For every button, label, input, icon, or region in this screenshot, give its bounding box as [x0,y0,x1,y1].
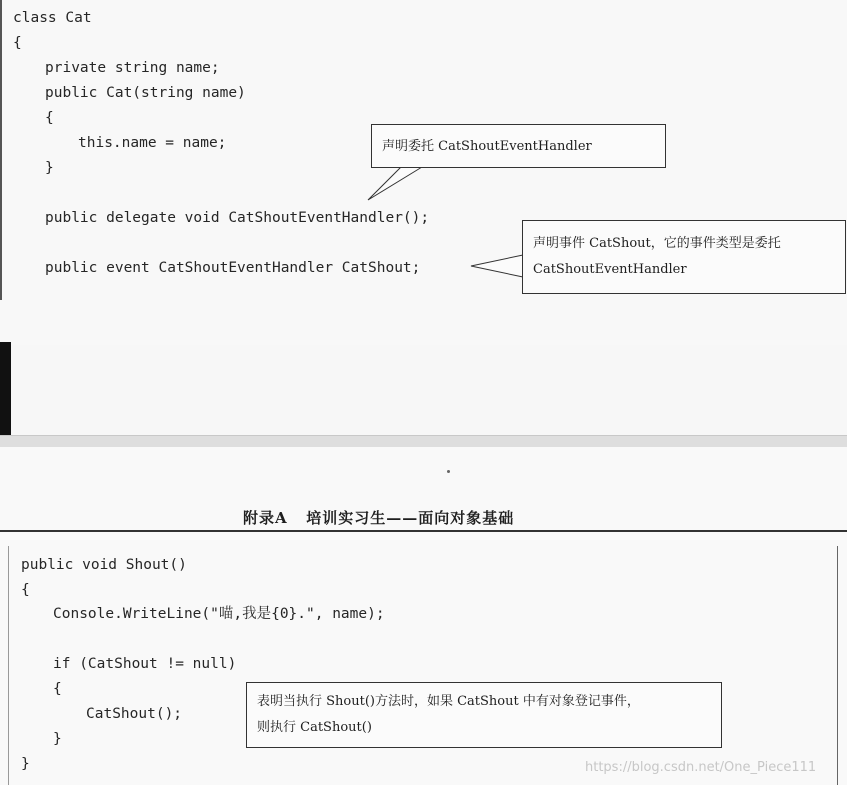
code-frame-left [8,546,9,785]
shout-callout-line2: 则执行 CatShout() [257,720,372,735]
code-line-delegate: public delegate void CatShoutEventHandler(); [45,210,430,226]
delegate-callout-text: 声明委托 CatShoutEventHandler [382,139,592,154]
top-left-border [0,0,2,300]
code-line-ctor-open-brace: { [45,110,54,126]
delegate-callout [371,124,666,168]
shout-callout [246,682,722,748]
code-line-assign-name: this.name = name; [78,135,227,151]
code-line-console-writeline: Console.WriteLine("喵,我是{0}.", name); [53,606,385,622]
code-line-class-cat: class Cat [13,10,92,26]
shout-callout-line1: 表明当执行 Shout()方法时，如果 CatShout 中有对象登记事件， [257,694,640,709]
csdn-watermark: https://blog.csdn.net/One_Piece111 [585,760,817,775]
code-line-if-open-brace: { [53,681,62,697]
code-line-if-catshout: if (CatShout != null) [53,656,237,672]
code-line-private-name: private string name; [45,60,220,76]
code-frame-right [837,546,838,785]
code-line-shout-close-brace: } [21,756,30,772]
code-line-event: public event CatShoutEventHandler CatShout; [45,260,421,276]
code-line-ctor-close-brace: } [45,160,54,176]
heading-rule [0,530,847,532]
code-line-shout-signature: public void Shout() [21,557,187,573]
code-line-catshout-call: CatShout(); [86,706,183,722]
scan-dot [447,470,450,473]
event-callout-line2: CatShoutEventHandler [533,262,687,277]
code-line-shout-open-brace: { [21,582,30,598]
left-black-bar [0,342,11,435]
code-line-if-close-brace: } [53,731,62,747]
code-line-constructor: public Cat(string name) [45,85,246,101]
section-heading: 附录A 培训实习生——面向对象基础 [243,509,515,527]
code-line-open-brace: { [13,35,22,51]
event-callout [522,220,846,294]
event-callout-line1: 声明事件 CatShout，它的事件类型是委托 [533,236,781,251]
